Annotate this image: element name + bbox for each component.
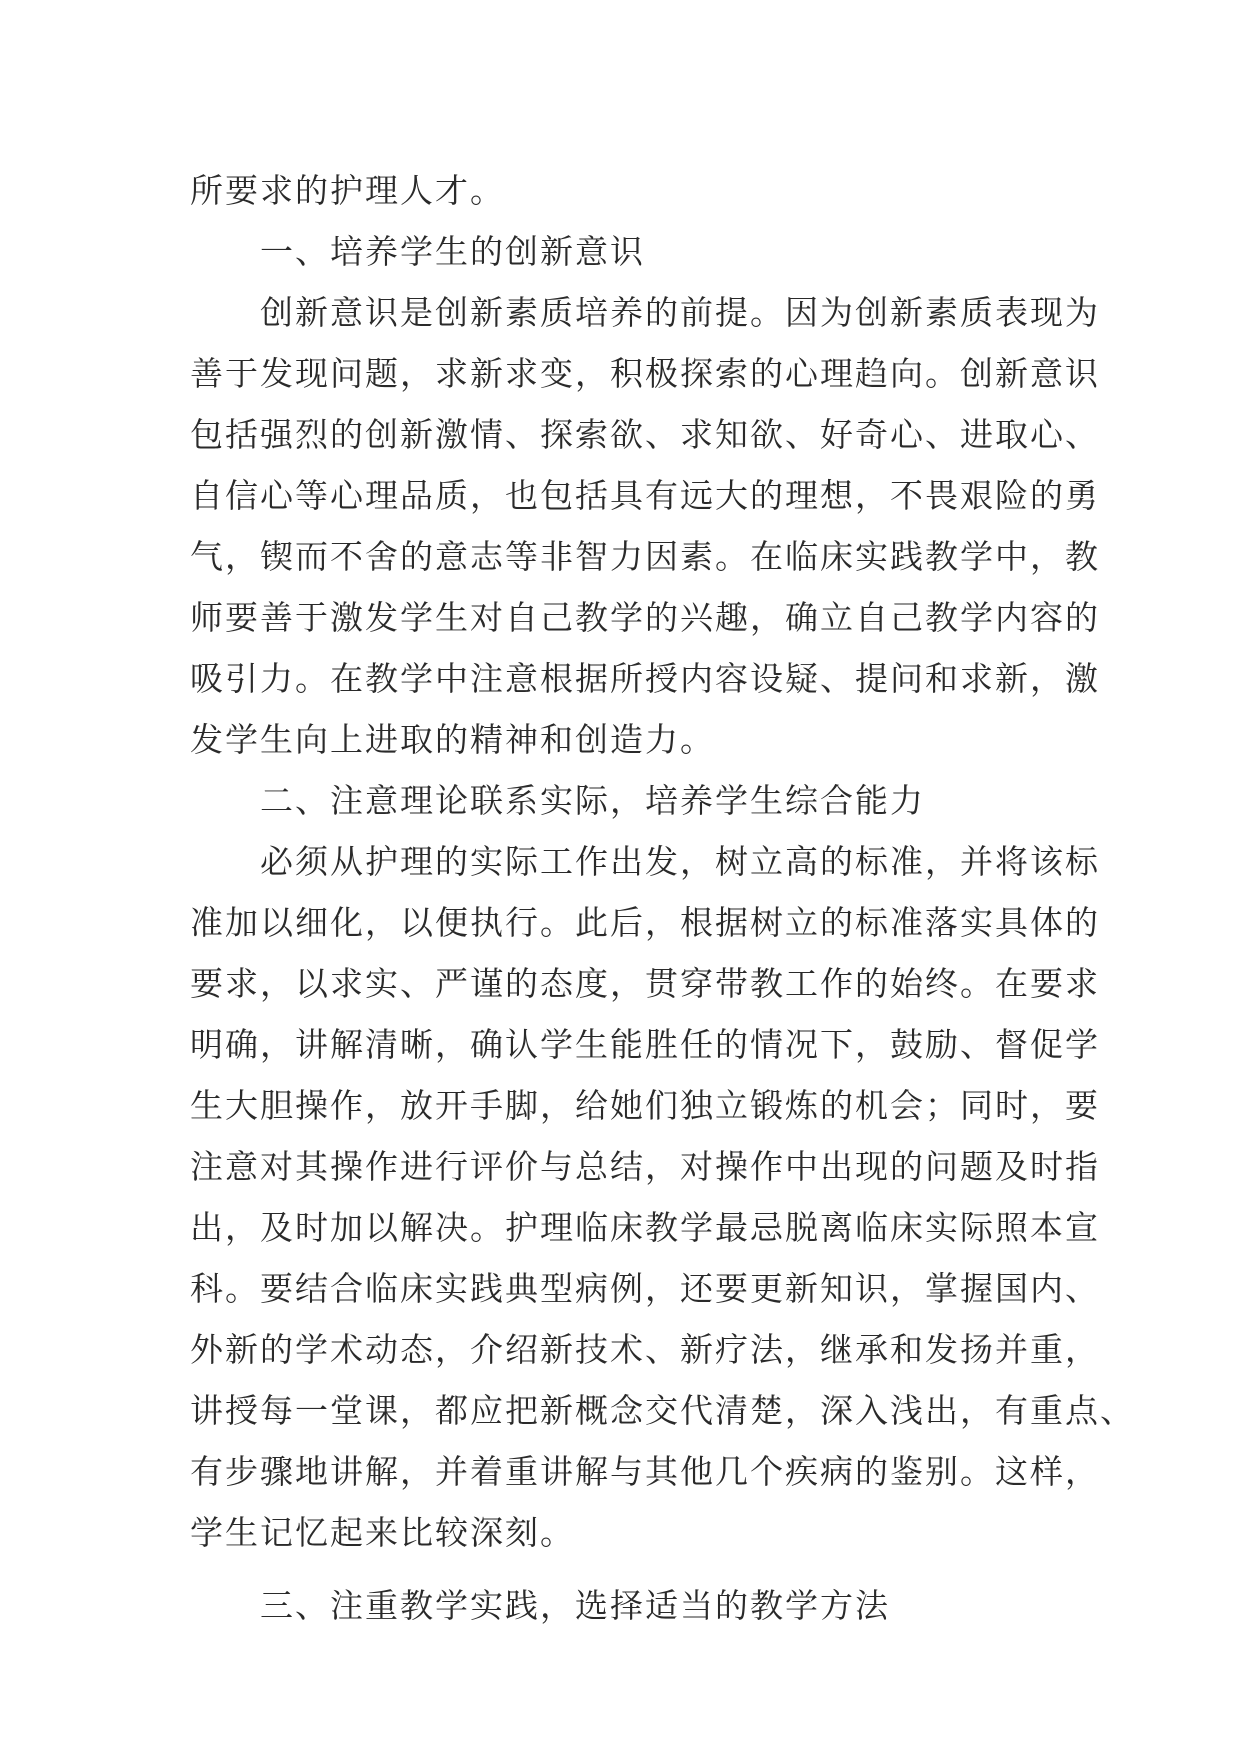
- paragraph-line: 师要善于激发学生对自己教学的兴趣，确立自己教学内容的: [190, 598, 1100, 637]
- paragraph-line: 外新的学术动态，介绍新技术、新疗法，继承和发扬并重，: [190, 1330, 1100, 1369]
- paragraph-line: 创新意识是创新素质培养的前提。因为创新素质表现为: [260, 293, 1100, 332]
- paragraph-line: 善于发现问题，求新求变，积极探索的心理趋向。创新意识: [190, 354, 1100, 393]
- paragraph-line: 发学生向上进取的精神和创造力。: [190, 720, 715, 759]
- paragraph-line: 所要求的护理人才。: [190, 171, 505, 210]
- paragraph-line: 明确，讲解清晰，确认学生能胜任的情况下，鼓励、督促学: [190, 1025, 1100, 1064]
- paragraph-line: 科。要结合临床实践典型病例，还要更新知识，掌握国内、: [190, 1269, 1100, 1308]
- document-body: [190, 160, 1135, 1636]
- paragraph-line: 注意对其操作进行评价与总结，对操作中出现的问题及时指: [190, 1147, 1100, 1186]
- section-heading-3: 三、注重教学实践，选择适当的教学方法: [260, 1586, 890, 1625]
- paragraph-line: 准加以细化，以便执行。此后，根据树立的标准落实具体的: [190, 903, 1100, 942]
- paragraph-line: 必须从护理的实际工作出发，树立高的标准，并将该标: [260, 842, 1100, 881]
- paragraph-line: 吸引力。在教学中注意根据所授内容设疑、提问和求新，激: [190, 659, 1100, 698]
- paragraph-line: 自信心等心理品质，也包括具有远大的理想，不畏艰险的勇: [190, 476, 1100, 515]
- section-heading-1: 一、培养学生的创新意识: [260, 232, 645, 271]
- section-heading-2: 二、注意理论联系实际，培养学生综合能力: [260, 781, 925, 820]
- paragraph-line: 生大胆操作，放开手脚，给她们独立锻炼的机会；同时，要: [190, 1086, 1100, 1125]
- paragraph-line: 气，锲而不舍的意志等非智力因素。在临床实践教学中，教: [190, 537, 1100, 576]
- paragraph-line: 讲授每一堂课，都应把新概念交代清楚，深入浅出，有重点、: [190, 1391, 1135, 1430]
- paragraph-line: 要求，以求实、严谨的态度，贯穿带教工作的始终。在要求: [190, 964, 1100, 1003]
- paragraph-line: 出，及时加以解决。护理临床教学最忌脱离临床实际照本宣: [190, 1208, 1100, 1247]
- paragraph-line: 包括强烈的创新激情、探索欲、求知欲、好奇心、进取心、: [190, 415, 1100, 454]
- section-gap: [190, 1563, 1060, 1575]
- paragraph-line: 学生记忆起来比较深刻。: [190, 1513, 575, 1552]
- paragraph-line: 有步骤地讲解，并着重讲解与其他几个疾病的鉴别。这样，: [190, 1452, 1100, 1491]
